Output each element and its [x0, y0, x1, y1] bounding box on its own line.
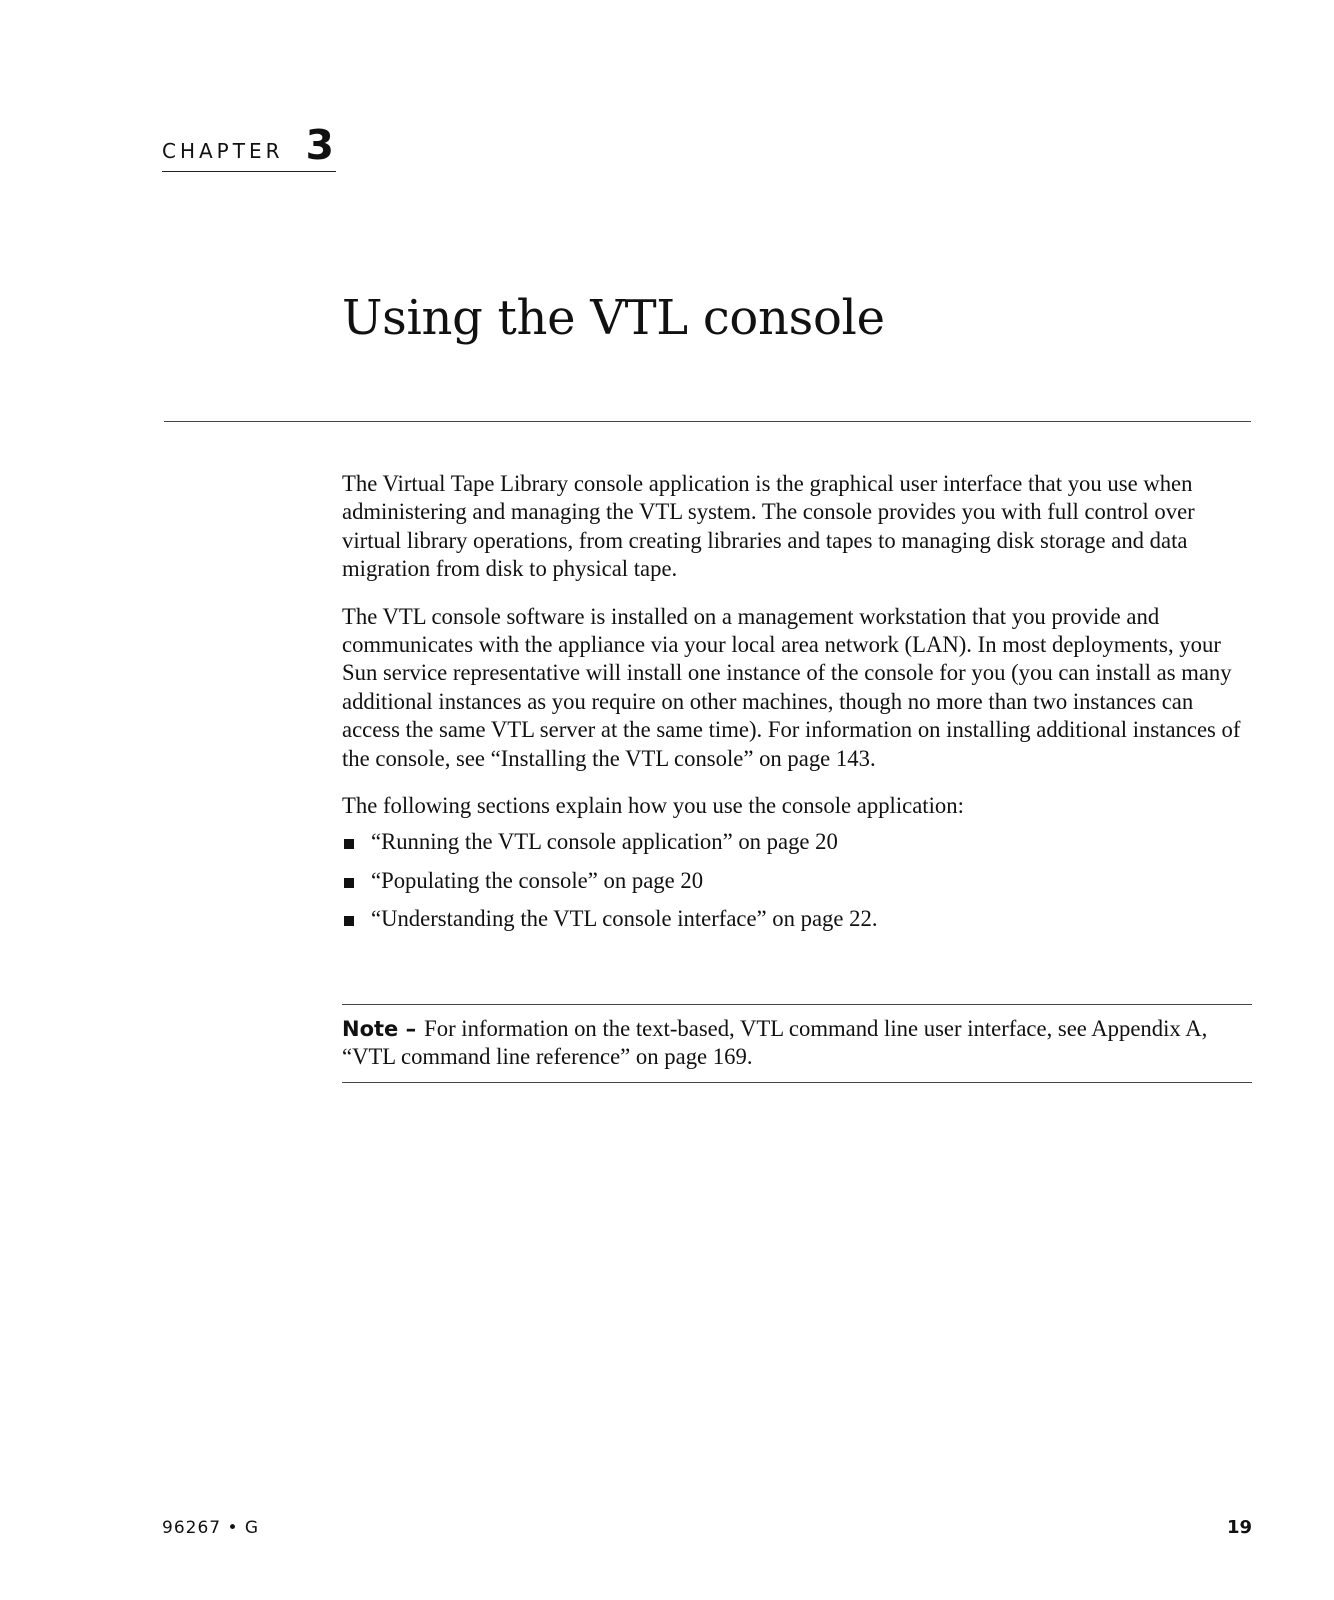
chapter-word: CHAPTER: [162, 139, 284, 163]
note-box: [342, 1004, 1252, 1083]
title-divider: [164, 421, 1251, 422]
paragraph-installation: The VTL console software is installed on a management workstation that you provide and communicates with the appliance via your local area network (LAN). In most deployments, your Sun service representative will install one instance of the console for you (you can install as many additional instances as you require on other machines, though no more than two instances can access the same VTL server at the same time). For information on installing additional instances of the console, see “Installing the VTL console” on page 143.: [342, 603, 1241, 771]
list-item: [342, 867, 1252, 895]
list-item-text: “Populating the console” on page 20: [371, 867, 704, 893]
page-title: Using the VTL console: [342, 290, 885, 346]
paragraph-sections-lead: The following sections explain how you use the console application:: [342, 793, 964, 819]
note-label: Note –: [342, 1017, 417, 1041]
body-text: [342, 470, 1252, 944]
square-bullet-icon: [344, 916, 354, 926]
chapter-number: 3: [305, 121, 334, 169]
list-item: [342, 828, 1252, 856]
list-item-text: “Understanding the VTL console interface” on page 22.: [371, 906, 878, 932]
list-item: [342, 905, 1252, 933]
square-bullet-icon: [344, 839, 354, 849]
chapter-label: [162, 121, 336, 172]
square-bullet-icon: [344, 878, 354, 888]
section-list: [342, 828, 1252, 933]
paragraph-intro: The Virtual Tape Library console application is the graphical user interface that you use when administering and managing the VTL system. The console provides you with full control over virtual library operations, from creating libraries and tapes to managing disk storage and data migration from disk to physical tape.: [342, 471, 1195, 582]
list-item-text: “Running the VTL console application” on page 20: [371, 829, 838, 855]
page-number: 19: [1226, 1517, 1252, 1538]
note-text: For information on the text-based, VTL command line user interface, see Appendix A, “VTL command line reference” on page 169.: [342, 1016, 1208, 1070]
document-id: 96267 • G: [162, 1518, 260, 1538]
